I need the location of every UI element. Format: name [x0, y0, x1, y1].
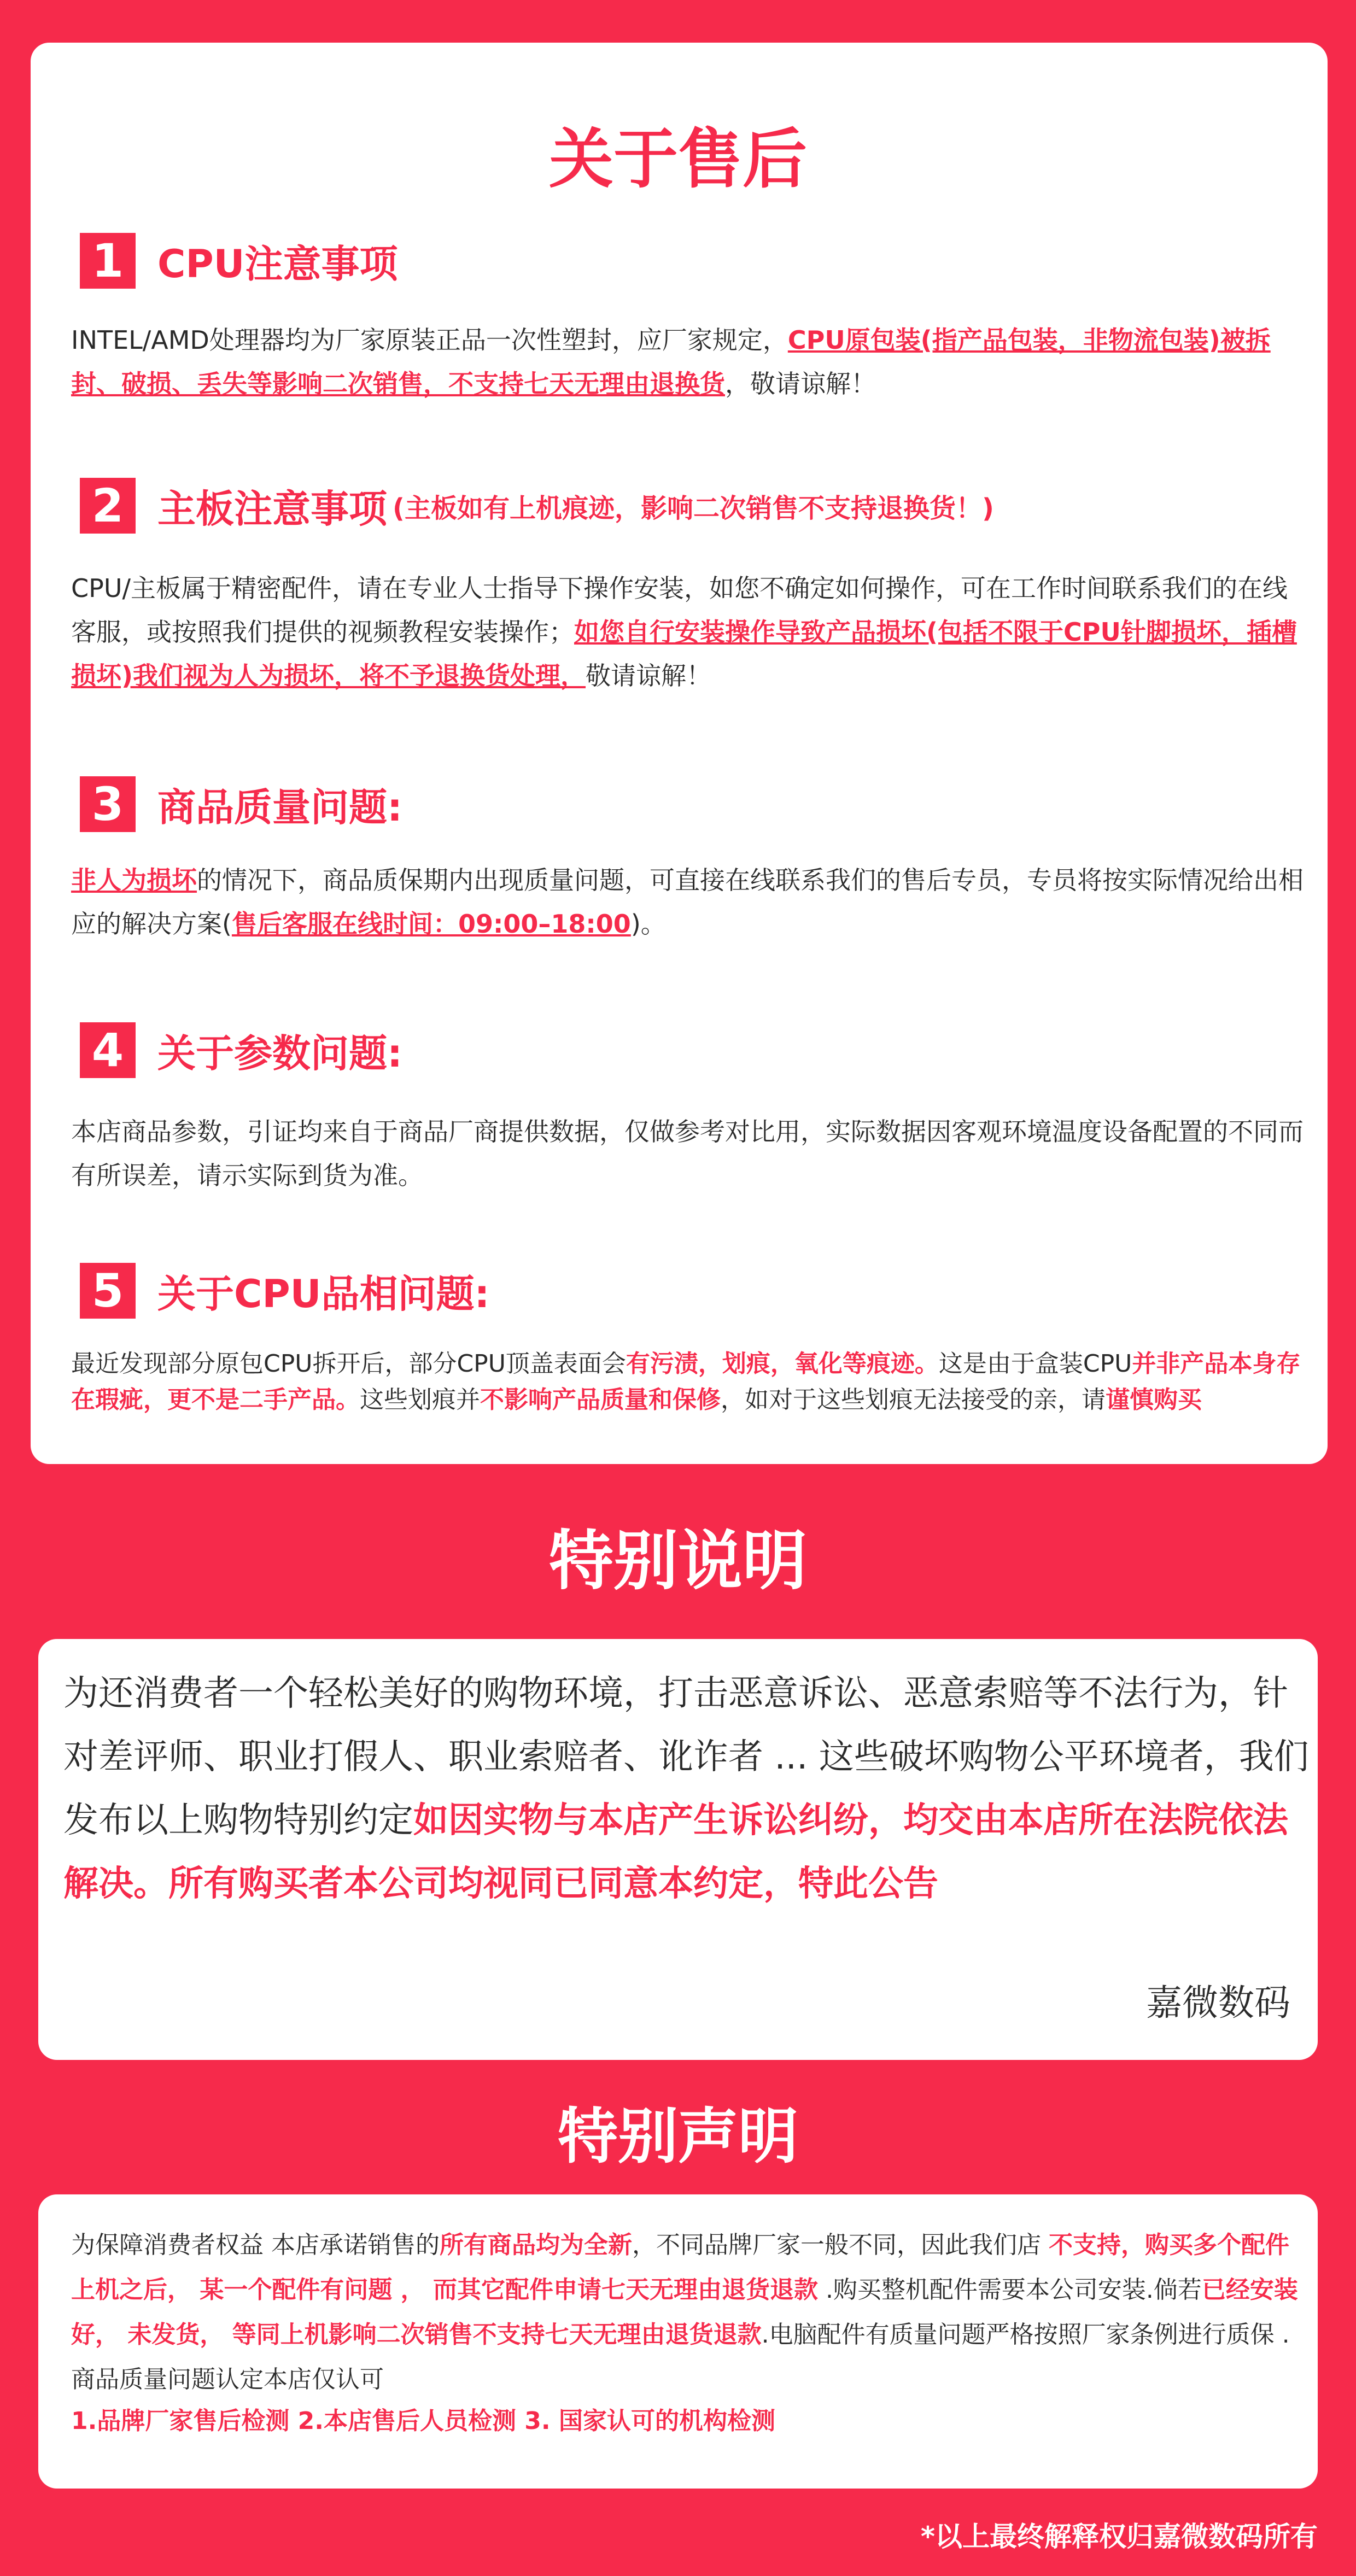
- section-3-title: 商品质量问题:: [157, 784, 402, 830]
- text-run: INTEL/AMD处理器均为厂家原装正品一次性塑封，应厂家规定，: [71, 325, 788, 355]
- section-1-body: [71, 318, 1312, 406]
- section-1-header: [80, 232, 398, 290]
- text-run: 谨慎购买: [1106, 1386, 1202, 1414]
- section-5-title: 关于CPU品相问题:: [157, 1271, 490, 1316]
- text-run: ，如对于这些划痕无法接受的亲，请: [721, 1386, 1106, 1414]
- text-run: 非人为损坏: [71, 865, 197, 895]
- special-statement-title: 特别声明: [558, 2101, 798, 2171]
- text-run: 的情况下，商品质保期内出现质量问题，可直接在线联系我们的售后专员，专员将按实际情况给出相应的解决方案(: [71, 865, 1304, 939]
- section-2-header: [80, 477, 994, 535]
- text-run: 最近发现部分原包CPU拆开后，部分CPU顶盖表面会: [71, 1350, 626, 1378]
- section-4-title: 关于参数问题:: [157, 1031, 402, 1076]
- section-4-header: [80, 1021, 402, 1079]
- text-run: 如因实物与本店产生诉讼纠纷，均交由本店所在法院依法解决。所有购买者本公司均视同已同意本约定，特此公告: [63, 1800, 1288, 1904]
- text-run: 不支持，购买多个配件上机之后， 某一个配件有问题 ， 而其它配件申请七天无理由退货退款: [71, 2231, 1289, 2304]
- section-1-title: CPU注意事项: [157, 241, 398, 286]
- section-2-number: 2: [80, 478, 136, 534]
- text-run: 不影响产品质量和保修: [480, 1386, 721, 1414]
- text-run: 敬请谅解！: [586, 661, 712, 690]
- text-run: 售后客服在线时间：09:00–18:00: [231, 909, 631, 939]
- store-signature: 嘉微数码: [1146, 1982, 1290, 2024]
- special-notice-body: [63, 1662, 1316, 1916]
- text-run: 为保障消费者权益 本店承诺销售的: [71, 2231, 440, 2259]
- text-run: 有污渍，划痕，氧化等痕迹。: [626, 1350, 939, 1378]
- text-run: )。: [630, 909, 666, 939]
- section-5-body: [71, 1346, 1312, 1418]
- text-run: 这些划痕并: [360, 1386, 480, 1414]
- text-run: CPU原包装(指产品包装，非物流包装)被拆封、破损、丢失等影响二次销售，不支持七天无理由退换货: [71, 325, 1271, 399]
- special-statement-body: [71, 2223, 1312, 2402]
- text-run: 并非产品本身存在瑕疵，更不是二手产品。: [71, 1350, 1301, 1414]
- footer-disclaimer: *以上最终解释权归嘉微数码所有: [920, 2521, 1318, 2552]
- section-1-number: 1: [80, 233, 136, 289]
- section-2-title: 主板注意事项: [157, 486, 387, 531]
- text-run: 所有商品均为全新: [440, 2231, 632, 2259]
- section-3-body: [71, 858, 1312, 946]
- inspection-list: 1.品牌厂家售后检测 2.本店售后人员检测 3. 国家认可的机构检测: [71, 2407, 775, 2435]
- text-run: 这是由于盒装CPU: [938, 1350, 1132, 1378]
- section-4-number: 4: [80, 1022, 136, 1078]
- text-run: 为还消费者一个轻松美好的购物环境，打击恶意诉讼、恶意索赔等不法行为，针对差评师、职业打假人、职业索赔者、讹诈者 ... 这些破坏购物公平环境者，我们发布以上购物特别约定: [63, 1673, 1309, 1841]
- section-3-number: 3: [80, 776, 136, 832]
- text-run: .购买整机配件需要本公司安装.倘若: [817, 2276, 1202, 2304]
- text-run: 已经安装好， 未发货， 等同上机影响二次销售不支持七天无理由退货退款: [71, 2276, 1298, 2349]
- after-sales-title: 关于售后: [548, 121, 807, 197]
- text-run: .电脑配件有质量问题严格按照厂家条例进行质保 .商品质量问题认定本店仅认可: [71, 2321, 1290, 2393]
- section-4-body: [71, 1110, 1312, 1197]
- special-notice-title: 特别说明: [548, 1523, 807, 1599]
- text-run: ，不同品牌厂家一般不同，因此我们店: [632, 2231, 1049, 2259]
- section-5-number: 5: [80, 1263, 136, 1319]
- section-2-body: [71, 566, 1312, 698]
- section-5-header: [80, 1262, 490, 1320]
- text-run: ，敬请谅解！: [725, 369, 876, 399]
- section-3-header: [80, 775, 402, 833]
- section-2-subtitle: (主板如有上机痕迹，影响二次销售不支持退换货！): [393, 493, 994, 524]
- text-run: 如您自行安装操作导致产品损坏(包括不限于CPU针脚损坏，插槽损坏)我们视为人为损坏，将不予退换货处理，: [71, 617, 1297, 690]
- text-run: 本店商品参数，引证均来自于商品厂商提供数据，仅做参考对比用，实际数据因客观环境温度设备配置的不同而有所误差，请示实际到货为准。: [71, 1117, 1304, 1190]
- text-run: CPU/主板属于精密配件，请在专业人士指导下操作安装，如您不确定如何操作，可在工作时间联系我们的在线客服，或按照我们提供的视频教程安装操作；: [71, 573, 1288, 647]
